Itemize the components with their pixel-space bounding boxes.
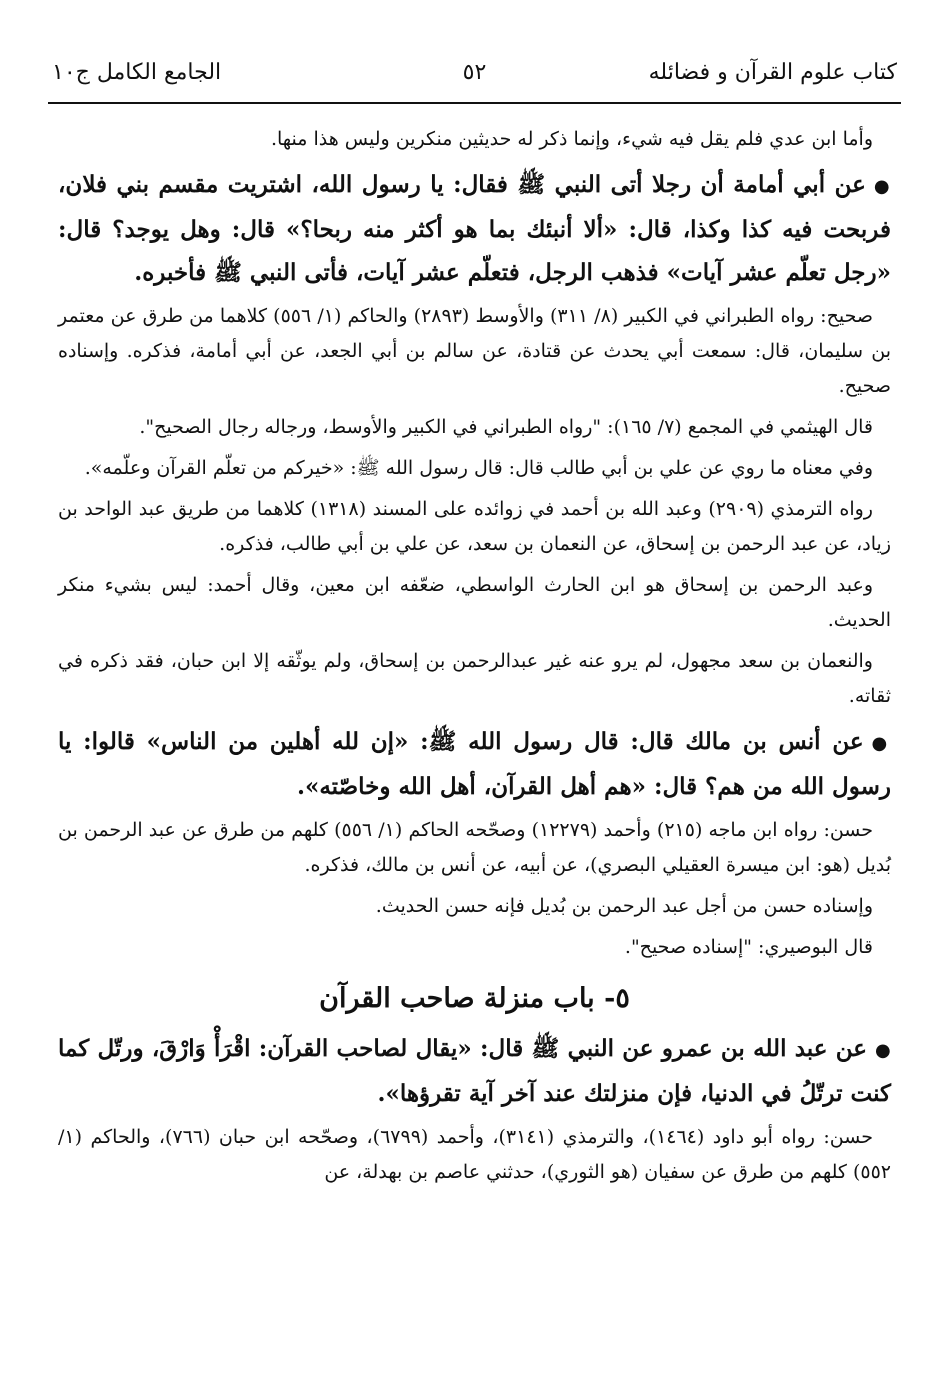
paragraph-text: حسن: رواه ابن ماجه (٢١٥) وأحمد (١٢٢٧٩) وصحّحه الحاكم (١/ ٥٥٦) كلهم من طرق عن عبد الرحمن بن بُديل (هو: ابن ميسرة العقيلي البصري)، عن أبيه، عن أنس بن مالك، فذكره. [58,819,891,876]
book-title: كتاب علوم القرآن و فضائله [648,60,897,85]
commentary-paragraph [58,451,891,486]
commentary-paragraph [58,568,891,638]
paragraph-text: رواه الترمذي (٢٩٠٩) وعبد الله بن أحمد في زوائده على المسند (١٣١٨) كلاهما من طريق عبد الواحد بن زياد، عن عبد الرحمن بن إسحاق، عن النعمان بن سعد، عن علي بن أبي طالب، فذكره. [58,498,891,555]
paragraph-text: عن عبد الله بن عمرو عن النبي ﷺ قال: «يقال لصاحب القرآن: اقْرَأْ وَارْقَ، ورتّل كما كنت ترتّلُ في الدنيا، فإن منزلتك عند آخر آية تقرؤها». [58,1035,891,1107]
commentary-paragraph [58,644,891,714]
paragraph-text: حسن: رواه أبو داود (١٤٦٤)، والترمذي (٣١٤١)، وأحمد (٦٧٩٩)، وصحّحه ابن حبان (٧٦٦)، والحاكم (١/ ٥٥٢) كلهم من طرق عن سفيان (هو الثوري)، حدثني عاصم بن بهدلة، عن [58,1126,891,1183]
commentary-paragraph [58,299,891,404]
page-body [58,122,891,1196]
paragraph-text: صحيح: رواه الطبراني في الكبير (٨/ ٣١١) والأوسط (٢٨٩٣) والحاكم (١/ ٥٥٦) كلاهما من طرق عن معتمر بن سليمان، قال: سمعت أبي يحدث عن قتادة، عن سالم بن أبي الجعد، عن أبي أمامة، فذكره. وإسناده صحيح. [58,305,891,397]
commentary-paragraph [58,122,891,157]
commentary-paragraph [58,1120,891,1190]
page-number: ٥٢ [462,60,487,85]
commentary-paragraph [58,930,891,965]
paragraph-text: وأما ابن عدي فلم يقل فيه شيء، وإنما ذكر له حديثين منكرين وليس هذا منها. [270,128,873,150]
paragraph-text: وفي معناه ما روي عن علي بن أبي طالب قال: قال رسول الله ﷺ: «خيركم من تعلّم القرآن وعلّمه». [84,457,873,479]
hadith-paragraph [58,1027,891,1115]
bullet-icon: ● [873,176,891,197]
hadith-paragraph [58,720,891,808]
commentary-paragraph [58,813,891,883]
paragraph-text: وإسناده حسن من أجل عبد الرحمن بن بُديل فإنه حسن الحديث. [375,895,873,917]
paragraph-text: والنعمان بن سعد مجهول، لم يرو عنه غير عبدالرحمن بن إسحاق، ولم يوثّقه إلا ابن حبان، فقد ذكره في ثقاته. [58,650,891,707]
section-heading: ٥- باب منزلة صاحب القرآن [319,983,630,1014]
commentary-paragraph [58,492,891,562]
bullet-icon: ● [875,1040,891,1061]
bullet-icon: ● [871,733,891,754]
commentary-paragraph [58,889,891,924]
paragraph-text: قال البوصيري: "إسناده صحيح". [624,936,873,958]
paragraph-text: وعبد الرحمن بن إسحاق هو ابن الحارث الواسطي، ضعّفه ابن معين، وقال أحمد: ليس بشيء منكر الحديث. [58,574,891,631]
page-header [48,56,901,104]
paragraph-text: عن أبي أمامة أن رجلا أتى النبي ﷺ فقال: يا رسول الله، اشتريت مقسم بني فلان، فربحت فيه كذا وكذا، قال: «ألا أنبئك بما هو أكثر منه ربحا؟» قال: وهل يوجد؟ قال: «رجل تعلّم عشر آيات» فذهب الرجل، فتعلّم عشر آيات، فأتى النبي ﷺ فأخبره. [58,171,891,286]
paragraph-text: عن أنس بن مالك قال: قال رسول الله ﷺ: «إن لله أهلين من الناس» قالوا: يا رسول الله من هم؟ قال: «هم أهل القرآن، أهل الله وخاصّته». [58,728,891,800]
commentary-paragraph [58,410,891,445]
paragraph-text: قال الهيثمي في المجمع (٧/ ١٦٥): "رواه الطبراني في الكبير والأوسط، ورجاله رجال الصحيح". [139,416,873,438]
series-title: الجامع الكامل ج١٠ [52,60,222,85]
hadith-paragraph [58,163,891,294]
